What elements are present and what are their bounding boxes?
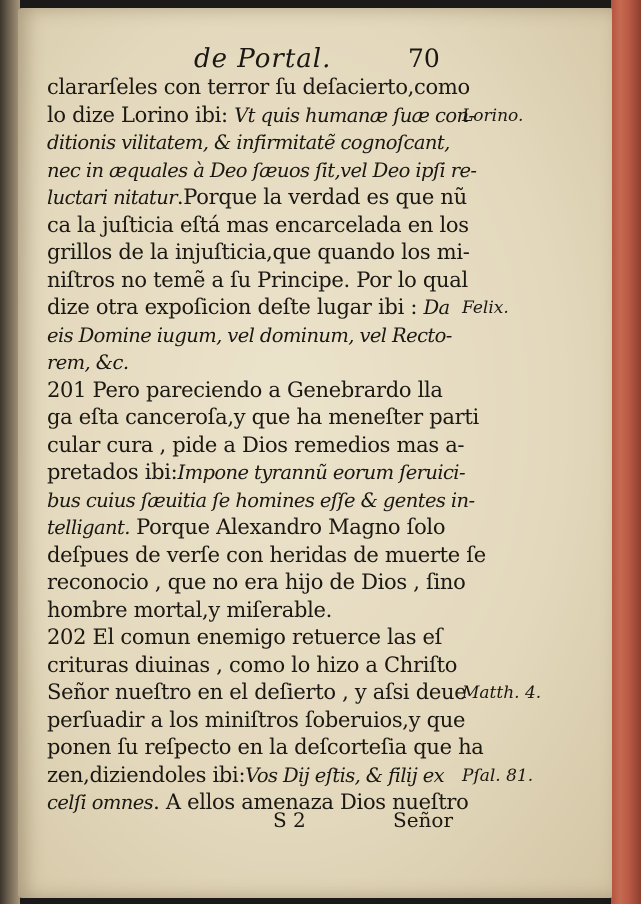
line-text: dize otra expoſicion deſte lugar ibi : <box>47 295 424 319</box>
text-line <box>47 267 468 295</box>
text-line <box>47 734 484 762</box>
line-text: pretados ibi: <box>47 460 178 484</box>
line-text: hombre mortal,y miſerable. <box>47 597 333 622</box>
page-header <box>18 44 612 78</box>
text-line <box>47 597 462 625</box>
text-line <box>47 487 475 515</box>
line-text: Señor nueſtro en el deſierto , y aſsi deue <box>47 680 467 704</box>
line-text: nec in æquales à Deo ſæuos ſit,vel Deo ipſi re- <box>47 158 477 182</box>
text-line <box>47 377 462 405</box>
line-text: ditionis vilitatem, & infirmitatẽ cognoſcant, <box>47 131 450 154</box>
latin-quote: Vos Dij eſtis, & filij ex <box>245 763 445 787</box>
text-line <box>47 762 462 790</box>
latin-quote: Vt quis humanæ ſuæ con- <box>234 103 475 127</box>
line-text: .Porque la verdad es que nũ <box>176 185 467 209</box>
line-text: grillos de la injuſticia,que quando los mi- <box>47 240 470 264</box>
text-line <box>47 514 462 542</box>
text-line <box>47 294 462 322</box>
line-text: niſtros no temẽ a ſu Principe. Por lo qual <box>47 267 468 292</box>
text-line <box>47 624 462 652</box>
line-text: cular cura , pide a Dios remedios mas a- <box>47 432 465 457</box>
book-page <box>18 8 612 898</box>
text-line <box>47 349 462 377</box>
text-line <box>47 679 467 707</box>
text-line <box>47 74 470 102</box>
margin-note: Lorino. <box>462 105 524 126</box>
latin-quote: telligant. <box>47 516 130 539</box>
line-text: rem, &c. <box>47 351 129 374</box>
line-text: lo dize Lorino ibi: <box>47 102 235 127</box>
line-text: . A ellos amenaza Dios nueſtro <box>153 790 469 814</box>
latin-quote: Da <box>423 296 450 319</box>
line-text: eis Domine iugum, vel dominum, vel Recto- <box>47 323 452 347</box>
text-line <box>47 212 469 240</box>
line-text: clararſeles con terror ſu deſacierto,como <box>47 75 470 99</box>
text-line <box>47 102 475 130</box>
line-text: perſuadir a los miniſtros ſoberuios,y que <box>47 707 466 732</box>
line-text: 201 Pero pareciendo a Genebrardo lla <box>47 377 443 402</box>
margin-note: Pſal. 81. <box>462 765 534 786</box>
line-text: crituras diuinas , como lo hizo a Chriſto <box>47 652 458 677</box>
text-line <box>47 404 479 432</box>
line-text: 202 El comun enemigo retuerce las eſ <box>47 625 443 649</box>
line-text: ga eſta canceroſa,y que ha meneſter parti <box>47 405 479 429</box>
latin-quote: luctari nitatur <box>47 186 177 209</box>
text-line <box>47 184 467 212</box>
line-text: deſpues de verſe con heridas de muerte ſe <box>47 542 486 567</box>
text-line <box>47 569 466 597</box>
margin-note: Matth. 4. <box>462 683 542 703</box>
latin-quote: Impone tyrannũ eorum ſeruici- <box>177 461 465 484</box>
text-line <box>47 157 477 185</box>
line-text: bus cuius ſæuitia ſe homines eſſe & gentes in- <box>47 488 475 512</box>
text-line <box>47 707 466 735</box>
margin-note: Felix. <box>462 298 509 318</box>
text-line <box>47 432 465 460</box>
running-head: de Portal. <box>194 44 332 74</box>
page-fore-edge <box>611 0 641 904</box>
line-text: ca la juſticia eſtá mas encarcelada en los <box>47 212 469 237</box>
text-line <box>47 322 462 350</box>
text-line <box>47 652 462 680</box>
text-line <box>47 239 470 267</box>
line-text: reconocio , que no era hijo de Dios , ſino <box>47 570 466 594</box>
text-line <box>47 542 486 570</box>
catchword: Señor <box>393 808 454 832</box>
text-line <box>47 459 465 487</box>
book-gutter <box>0 0 20 904</box>
signature-mark: S 2 <box>273 808 306 832</box>
line-text: Porque Alexandro Magno ſolo <box>129 515 446 539</box>
text-line <box>47 129 462 157</box>
line-text: zen,diziendoles ibi: <box>47 762 246 787</box>
latin-quote: celſi omnes <box>47 791 154 814</box>
page-number: 70 <box>408 44 440 73</box>
page-footer <box>18 808 612 838</box>
line-text: ponen ſu reſpecto en la deſcorteſia que ha <box>47 735 484 759</box>
